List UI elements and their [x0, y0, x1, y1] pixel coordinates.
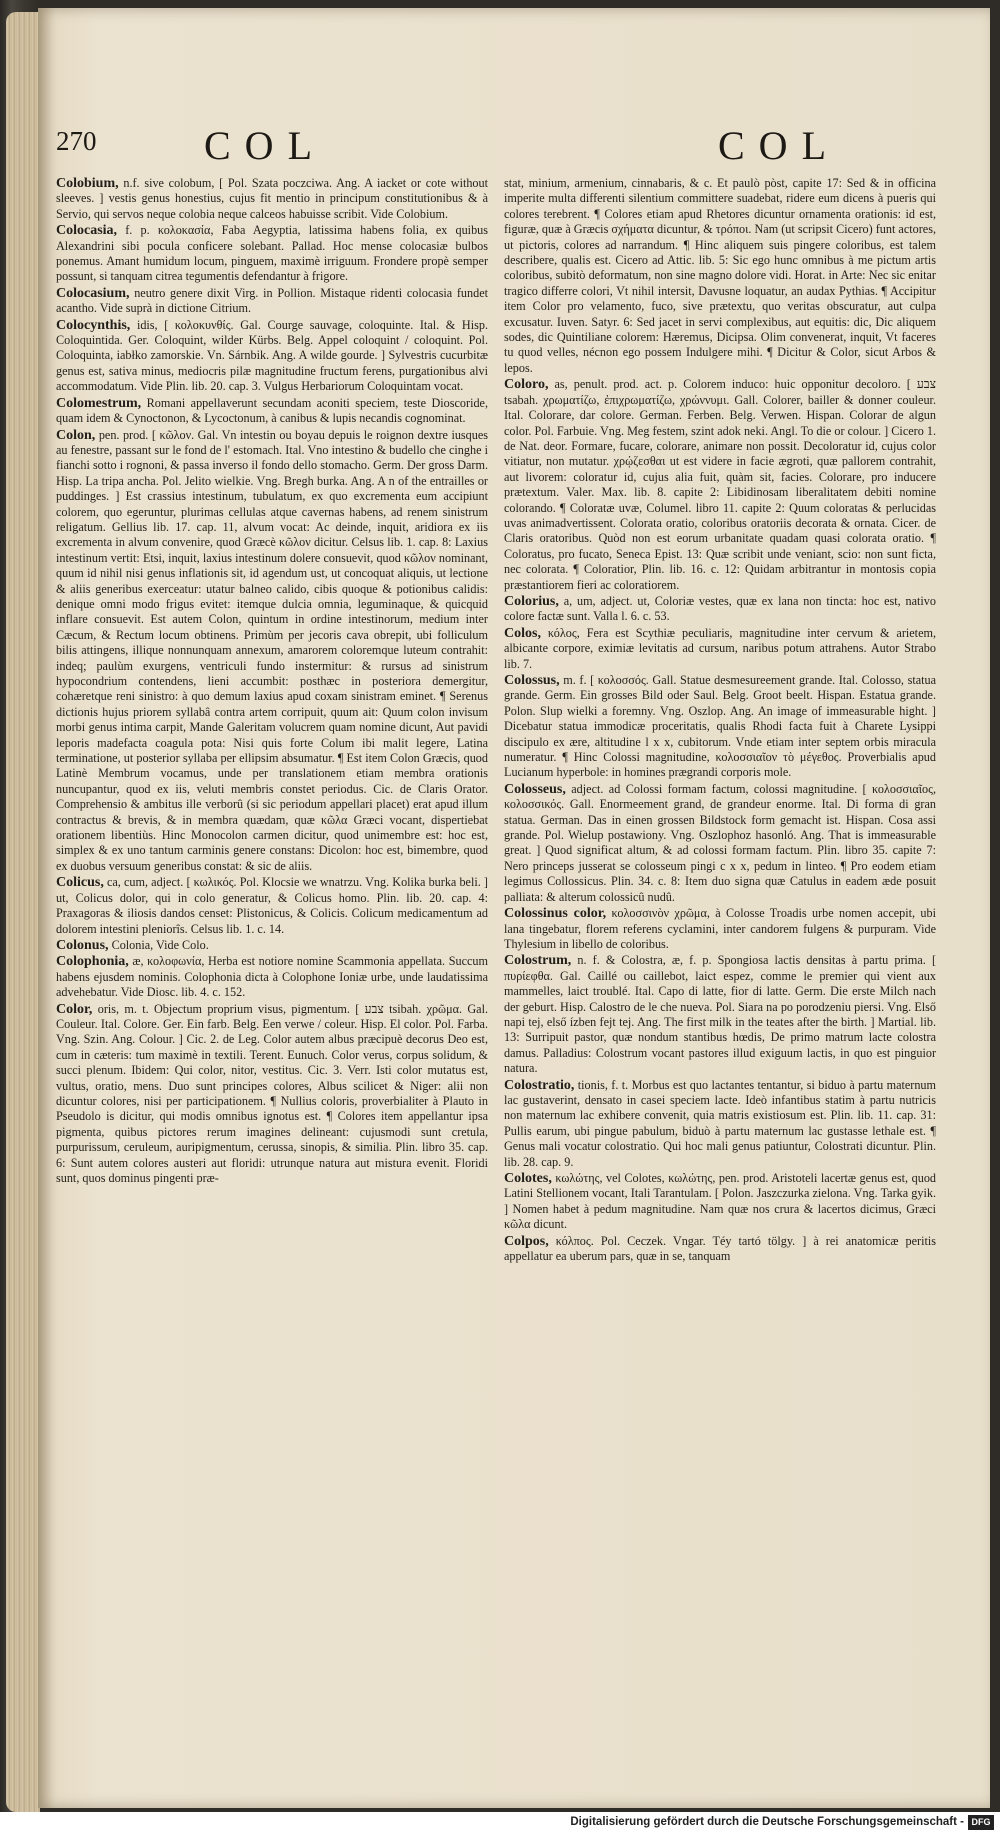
entry-text: κωλώτης, vel Colotes, κωλώτης, pen. prod. Aristoteli lacertæ genus est, quod Latini Stellionem vocant, Itali Tarantulam. [ Polon. Jaszczurka zielona. Vng. Tarka gyik. ] Nomen habet à pedum magnitudine. Nam quæ nos crura & lacertos dicimus, Græci κῶλα dicunt. [504, 1171, 936, 1232]
entry-text: m. f. [ κολοσσός. Gall. Statue desmesureement grande. Ital. Colosso, statua grande. Germ. Ein grosses Bild oder Saul. Belg. Groot beelt. Hispan. Estatua grande. Polon. Slup wielki a foremny. Vng. Oszlop. Ang. An image of immeasurable hight. ] Dicebatur statua immodicæ proceritatis, qualis Rhodi facta fuit à Charete Lysippi discipulo ex ære, altitudine l x x, cubitorum. Vnde etiam inter septem orbis miracula numeratur. ¶ Hinc Colossi magnitudine, κολοσσιαῖον τὸ μέγεθος. Proverbialis apud Lucianum hyperbole: in homines prægrandi corporis mole. [504, 673, 936, 780]
dictionary-entry [504, 906, 936, 952]
entry-text: pen. prod. [ κῶλον. Gal. Vn intestin ou boyau depuis le roignon dextre iusques au fenestre, passant sur le fond de l' estomach. Ital. Vno intestino & budello che cinghe i fianchi sotto i rognoni, & passa inverso il fondo dello stomacho. Germ. Der gross Darm. Hisp. La tripa ancha. Pol. Jelito wielkie. Vng. Bregh burka. Ang. A n of the entrailles or puddinges. ] Est crassius intestinum, tubulatum, ex quo excrementa eum accipiunt colorem, quo egeruntur, plurimas cellulas atque cavernas habens, ad renem sinistrum religatum. Gellius lib. 17. cap. 11, alvum vocat: Ac deinde, inquit, aridiora ex iis excrementa in alvum convenire, quod Græcè κῶλον dicitur. Celsus lib. 1. cap. 8: Laxius intestinum vertit: Etsi, inquit, laxius intestinum dolere consuevit, quod κῶλον nominant, quum id nihil nisi genus inflationis sit, id agendum ust, ut concoquat aliquis, ut lectione & aliis generibus exerceatur: utatur balneo calido, cibis quoque & potionibus calidis: denique omni modo frigus evitet: itemque dulcia omnia, leguminaque, & quicquid inflare consuevit. Est autem Colon, quintum in ordine intestinorum, medium inter Cæcum, & Rectum locum obtinens. Primùm per jecoris cava obrepit, ubi folliculum bilis attingens, illique nonnunquam annexum, amarorem coloremque luteum contrahit: indeq; paulùm exurgens, ventriculi fundo instermitur: & rursus ad sinistrum hypocondrium contendens, lieni accumbit: posthæc in posteriora demergitur, cohæretque reni sinistro: à quo demum laxius apud coxam sinistram eminet. ¶ Serenus dictionis hujus priorem syllabâ contra artem corripuit, quum ait: Quum colon invisum morbi genus intima carpit, Mande Galeritam volucrem quam nomine dicunt, Aut pavidi leporis madefacta coagula pota: Nisi quis forte Colum ibi malit legere, Latina terminatione, ut posterior syllaba per ellipsim absumatur. ¶ Est item Colon Græcis, quod Latinè Membrum vocamus, unde per translationem etiam membra orationis nuncupantur, quod ex iis, veluti membris constet periodus. Cic. de Claris Orator. Comprehensio & ambitus ille verborû (si sic periodum appellari placet) erat apud illum contractus & brevis, & in membra quædam, quæ κῶλα Græci vocant, dispertiebat orationem libentiùs. Hinc Monocolon carmen dicitur, quod unimembre est: hoc est, simplex & ex uno tantum carminis genere constans: Dicolon: hoc est, bimembre, quod ex duobus versuum generibus constat: & sic de aliis. [56, 427, 488, 873]
dfg-logo: DFG [968, 1815, 994, 1830]
entry-text: Romani appellaverunt secundam aconiti speciem, teste Dioscoride, quam idem & Cynoctonon, & Lycoctonum, à canibus & lupis necandis cognominat. [56, 395, 488, 426]
dictionary-entry [504, 594, 936, 625]
entry-headword: Colostrum, [504, 953, 572, 969]
dictionary-entry [56, 318, 488, 395]
dictionary-entry [504, 1234, 936, 1265]
entry-text: as, penult. prod. act. p. Colorem induco: huic opponitur decoloro. [ צבע tsabah. χρωματίζω, ἐπιχρωματίζω, χρώννυμι. Gall. Colorer, bailler & donner couleur. Ital. Colorare, dar colore. German. Ferben. Belg. Verwen. Hispan. Colorar de algun color. Pol. Farbuie. Vng. Meg festem, szint adok neki. Angl. To die or colour. ] Cicero 1. de Nat. deor. Formare, fucare, colorare, animare non possit. Decoloratur id, cujus color vitiatur, non mutatur. χρῴζεσθαι ut est videre in facie ægroti, quæ pallorem contrahit, aut livorem: coloratur id, cujus alia fuit, quàm sit, facies. Colorare, pro inducere prætextum. Valer. Max. lib. 8. capite 2: Libidinosam liberalitatem debiti nomine colorando. ¶ Coloratæ uvæ, Columel. libro 11. capite 2: Quum coloratas & perlucidas uvas animadvertissent. Colorata oratio, coloribus oratoriis decorata & ornata. Cicer. de Claris oratoribus. Quòd non est eorum urbanitate quadam quasi colorata oratio. ¶ Coloratus, pro fucato, Seneca Epist. 13: Quæ scribit unde veniant, scio: non sunt ficta, nec colorata. ¶ Coloratior, Plin. lib. 16. c. 12: Quidam arbitrantur in montosis copia præstantiorem fieri ac coloratiorem. [504, 377, 936, 592]
digitization-credit: Digitalisierung gefördert durch die Deutsche Forschungsgemeinschaft - [570, 1816, 964, 1828]
entry-headword: Colorius, [504, 593, 559, 609]
entry-headword: Colocasia, [56, 223, 118, 239]
entry-headword: Colonus, [56, 937, 109, 953]
entry-headword: Coloro, [504, 377, 549, 393]
dictionary-entry [56, 875, 488, 937]
entry-headword: Colobium, [56, 176, 119, 191]
entry-headword: Color, [56, 1001, 93, 1017]
entry-text: ca, cum, adject. [ κωλικός. Pol. Klocsie we wnatrzu. Vng. Kolika burka beli. ] ut, Colicus dolor, qui in colo generatur, & Colicus homo. Plin. lib. 20. cap. 4: Praxagoras & iliosis dandos censet: Plistonicus, & Colicis. Colicum medicamentum ad dolorem intestini pleniorîs. Celsus lib. 1. c. 14. [56, 875, 488, 936]
entry-text: neutro genere dixit Virg. in Pollion. Mistaque ridenti colocasia fundet acantho. Vide suprà in dictione Citrium. [56, 285, 488, 316]
dictionary-entry [56, 176, 488, 222]
page-header [56, 123, 936, 168]
dictionary-entry [504, 953, 936, 1076]
entry-headword: Colomestrum, [56, 395, 142, 411]
entry-headword: Colotes, [504, 1171, 552, 1186]
dictionary-entry [56, 396, 488, 427]
entry-text: n.f. sive colobum, [ Pol. Szata poczciwa. Ang. A iacket or cote without sleeves. ] vestis genus honestius, cujus fit mentio in principum constitutionibus & à Servio, qui servos neque colobia neque calceos habuisse scribit. Vide Colobium. [56, 176, 488, 221]
entry-headword: Colpos, [504, 1233, 549, 1249]
dictionary-entry [56, 428, 488, 875]
dictionary-entry [504, 176, 936, 376]
entry-headword: Colossinus color, [504, 906, 607, 922]
entry-text: æ, κολοφωνία, Herba est notiore nomine Scammonia appellata. Succum habens ejusdem nominis. Colophonia dicta à Colophone Ioniæ urbe, unde laudatissima advehebatur. Vide Diosc. lib. 4. c. 152. [56, 954, 488, 1000]
entry-headword: Colophonia, [56, 954, 129, 970]
entry-text: oris, m. t. Objectum proprium visus, pigmentum. [ צבע tsibah. χρῶμα. Gal. Couleur. Ital. Colore. Ger. Ein farb. Belg. Een verwe / coleur. Hisp. El color. Pol. Farba. Vng. Szin. Ang. Colour. ] Cic. 2. de Leg. Color autem albus præcipuè decorus Deo est, cum in cæteris: tum maximè in textili. Terent. Eunuch. Color verus, corpus solidum, & succi plenum. Ibidem: Qui color, nitor, vestitus. Cic. 3. Verr. Isti color mutatus est, vultus, oratio, mens. Duo sunt principes colores, Albus scilicet & Niger: alii non dicuntur colores, nisi per participationem. ¶ Nullius coloris, proverbialiter à Plauto in Pseudolo is dicitur, qui modis omnibus ignotus est. ¶ Colores item appellantur ipsa pigmenta, quibus pictores rerum imagines delineant: cujusmodi sunt cretula, purpurissum, ceruleum, auripigmentum, cerussa, sinopis, & similia. Plin. libro 35. cap. 6: Sunt autem colores austeri aut floridi: utrunque natura aut mistura evenit. Floridi sunt, quos dominus pingenti præ- [56, 1001, 488, 1185]
entry-text: stat, minium, armenium, cinnabaris, & c. Et paulò pòst, capite 17: Sed & in officina imperite multa differenti silentium committere suadebat, ridere eum dicens à pueris qui colores terebrent. ¶ Colores etiam apud Rhetores dicuntur ornamenta orationis: id est, figuræ, quæ à Græcis σχήματα dicuntur, & τρόποι. Nam (ut scripsit Cicero) funt actores, ut pictoris, colores ad narrandum. ¶ Hinc aliquem suis pingere coloribus, est talem describere, qualis est. Cicero ad Attic. lib. 5: Sic ego hunc omnibus à me pictum artis coloribus, subitò deformatum, non sine magno dolore vidi. Horat. in Arte: Nec sic enitar tragico differre colori, Vt nihil intersit, Davusne loquatur, an audax Pythias. ¶ Accipitur item Color pro velamento, fuco, sive prætextu, quo veritas obscuratur, aut culpa excusatur. Iuven. Satyr. 6: Sed jacet in servi complexibus, aut equitis: dic, Dic aliquem sodes, dic Quintiliane colorem: Hæremus, Dicipsa. Olim convenerat, inquit, Vt faceres tu quod velles, nécnon ego possem Indulgere mihi. ¶ Dicitur & Color, sicut Arbos & lepos. [504, 176, 936, 375]
entry-text: κόλπος. Pol. Ceczek. Vngar. Téy tartó tölgy. ] à rei anatomicæ peritis appellatur ea uberum pars, quæ in se, tanquam [504, 1233, 936, 1264]
dictionary-entry [56, 223, 488, 285]
entry-headword: Colosseus, [504, 781, 566, 797]
running-head-right: COL [718, 123, 840, 168]
entry-text: tionis, f. t. Morbus est quo lactantes tentantur, si biduo à partu maternum lac gustaverint, densato in casei speciem lacte. Ideò infantibus statim à partu nutricis non maternum lac exhibere convenit, quia matris existiosum est. Plin. lib. 11. cap. 31: Pullis earum, ubi pingue pabulum, biduò à partu maternum lac gustasse lethale est. ¶ Genus mali vocatur colostratio. Qui hoc mali genus patiuntur, Colostrati dicuntur. Plin. lib. 28. cap. 9. [504, 1077, 936, 1169]
entry-text: n. f. & Colostra, æ, f. p. Spongiosa lactis densitas à partu prima. [ πυρίεφθα. Gal. Caillé ou caillebot, laict espez, comme le premier qui vient aux mammelles, laict troublé. Ital. Capo di latte, fior di latte. Germ. Die erste Milch nach der geburt. Hisp. Calostro de le che nueva. Pol. Siara na po porodzeniu piersi. Vng. Első napi tej, első ízben fejt tej. Ang. The first milk in the teates after the birth. ] Martial. lib. 13: Surripuit pastor, quæ nondum stantibus hœdis, De primo matrum lacte colostra damus. Palladius: Colostrum vocant pastores illud exiguum lactis, in quo est pinguior natura. [504, 953, 936, 1076]
dictionary-entry [504, 377, 936, 593]
dictionary-entry [56, 286, 488, 317]
dictionary-entry [56, 954, 488, 1000]
entry-text: idis, [ κολοκυνθίς. Gal. Courge sauvage, coloquinte. Ital. & Hisp. Coloquintida. Ger. Coloquint, wilder Kürbs. Belg. Appel coloquint / coloquint. Pol. Coloquinta, iabłko zamorskie. Vn. Sárnbik. Ang. A wilde gourde. ] Sylvestris cucurbitæ genus est, sativa minus, mediocris pilæ magnitudine fructum ferens, purgationibus alvi accommodatum. Vide Plin. lib. 20. cap. 3. Vulgus Herbariorum Coloquintam vocat. [56, 317, 488, 394]
dictionary-entry [504, 1171, 936, 1233]
entry-text: Colonia, Vide Colo. [111, 937, 209, 952]
entry-text: adject. ad Colossi formam factum, colossi magnitudine. [ κολοσσιαῖος, κολοσσικός. Gall. Enormeement grand, de grandeur enorme. Ital. Di forma di gran statua. German. Das in einen grossen Bildstock form gemacht ist. Hispan. Cosa assi grande. Pol. Wielup postawiony. Vng. Oszlophoz hasonló. Ang. That is immeasurable great. ] Quod significat altum, & ad colossi formam factum. Plin. libro 35. capite 7: Nero princeps jusserat se colosseum pingi c x x, pedum in linteo. ¶ Pro eodem etiam legimus Collossicus. Plin. 34. c. 8: Item duo signa quæ Catulus in eadem æde posuit palliata: & alterum colossicû nudû. [504, 781, 936, 904]
entry-text: κόλος, Fera est Scythiæ peculiaris, magnitudine inter cervum & arietem, albicante corpore, eximiæ levitatis ad cursum, naribus potum attrahens. Autor Strabo lib. 7. [504, 625, 936, 671]
dictionary-entry [504, 673, 936, 781]
page-edges [6, 12, 40, 1812]
page-number: 270 [56, 126, 97, 156]
entry-headword: Colocasium, [56, 285, 130, 301]
entry-headword: Colocynthis, [56, 317, 131, 333]
entry-headword: Colos, [504, 625, 541, 641]
entry-headword: Colicus, [56, 875, 104, 891]
footer-bar [0, 1812, 1000, 1834]
dictionary-entry [504, 626, 936, 672]
dictionary-entry [56, 1002, 488, 1187]
left-column [56, 176, 488, 1766]
right-column [504, 176, 936, 1766]
dictionary-entry [504, 782, 936, 905]
entry-headword: Colossus, [504, 673, 560, 688]
dictionary-entry [504, 1078, 936, 1170]
entry-headword: Colostratio, [504, 1077, 575, 1093]
running-head-left: COL [204, 123, 326, 168]
entry-text: κολοσσινὸν χρῶμα, à Colosse Troadis urbe nomen accepit, ubi lana tingebatur, florem referens cyclamini, inter candorem fulgens & purpuram. Vide Thylesium in libello de coloribus. [504, 906, 936, 951]
entry-text: a, um, adject. ut, Coloriæ vestes, quæ ex lana non tincta: hoc est, nativo colore factæ sunt. Valla l. 6. c. 53. [504, 593, 936, 624]
dictionary-entry [56, 938, 488, 953]
entry-headword: Colon, [56, 427, 96, 443]
entry-text: f. p. κολοκασία, Faba Aegyptia, latissima habens folia, ex quibus Alexandrini sibi pocula conficere solebant. Pallad. Hoc mense colocasiæ bulbos ponemus. Amant humidum locum, pinguem, maximè irriguum. Frondere propè semper possunt, si tanquam citrea tegumentis defendantur à frigore. [56, 223, 488, 284]
